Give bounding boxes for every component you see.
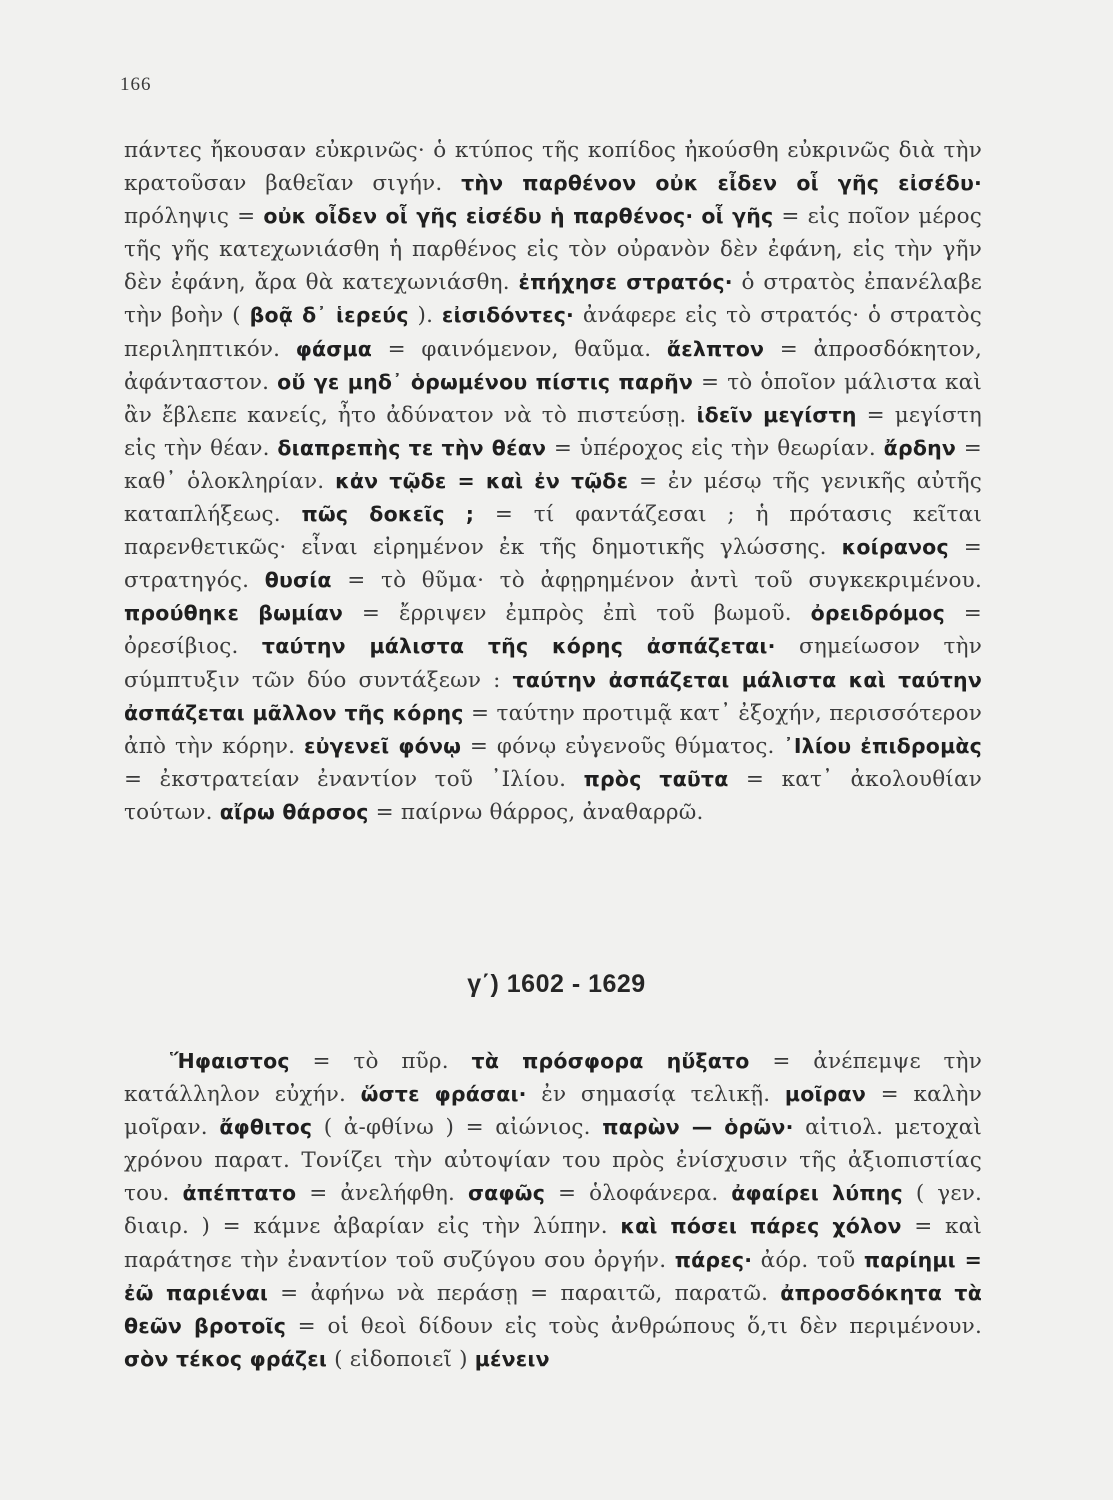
gloss-text: = καλὴν μοῖραν. xyxy=(124,1082,982,1141)
lemma: οὐκ οἶδεν οἷ γῆς εἰσέδυ ἡ παρθένος· xyxy=(263,204,694,229)
lemma: ἄφθιτος xyxy=(219,1115,313,1140)
lemma: διαπρεπὴς τε τὴν θέαν xyxy=(277,435,547,460)
lemma: οἷ γῆς xyxy=(701,204,774,229)
gloss-text: ( εἰδοποιεῖ ) xyxy=(327,1346,475,1372)
gloss-text: = ταύτην προτιμᾷ κατ᾽ ἐξοχήν, περισσότερον ἀπὸ τὴν κόρην. xyxy=(124,700,982,759)
lemma: κἀν τῷδε = καὶ ἐν τῷδε xyxy=(335,468,629,493)
gloss-text: = ἀνέπεμψε τὴν κατάλληλον εὐχήν. xyxy=(124,1049,982,1108)
lemma: Ἥφαιστος xyxy=(170,1049,290,1073)
gloss-text: = μεγίστη εἰς τὴν θέαν. xyxy=(124,402,982,461)
lemma: τὰ πρόσφορα ηὔξατο xyxy=(471,1049,750,1073)
lemma: παρίημι = ἐῶ παριέναι xyxy=(124,1247,982,1305)
gloss-text: = οἱ θεοὶ δίδουν εἰς τοὺς ἀνθρώπους ὅ,τι δὲν περιμένουν. xyxy=(286,1313,982,1339)
lemma: μοῖραν xyxy=(784,1082,866,1107)
page-number: 166 xyxy=(120,74,152,95)
lemma: ταύτην μάλιστα τῆς κόρης ἀσπάζεται· xyxy=(261,634,776,659)
lemma: ἐπήχησε στρατός· xyxy=(518,270,733,295)
lemma: ἄρδην xyxy=(883,435,957,460)
gloss-text: ( ἀ-φθίνω ) = αἰώνιος. xyxy=(312,1115,603,1141)
gloss-text: = ἔρριψεν ἐμπρὸς ἐπὶ τοῦ βωμοῦ. xyxy=(343,601,811,627)
lemma: παρὼν — ὁρῶν· xyxy=(602,1115,794,1140)
gloss-text: αἰτιολ. μετοχαὶ χρόνου παρατ. Τονίζει τὴν αὐτοψίαν του πρὸς ἐνίσχυσιν τῆς ἀξιοπιστίας του. xyxy=(124,1115,982,1207)
gloss-text: = ἀπροσδόκητον, ἀφάνταστον. xyxy=(124,336,982,395)
lemma: τὴν παρθένον οὐκ εἶδεν οἷ γῆς εἰσέδυ· xyxy=(461,171,982,196)
lemma: προύθηκε βωμίαν xyxy=(124,601,344,626)
gloss-text: = ὀρεσίβιος. xyxy=(124,601,983,660)
gloss-text: ( γεν. διαιρ. ) = κάμνε ἀβαρίαν εἰς τὴν λύπην. xyxy=(124,1181,983,1240)
gloss-text: = καθ᾽ ὁλοκληρίαν. xyxy=(124,435,983,494)
gloss-text: = καὶ παράτησε τὴν ἐναντίον τοῦ συζύγου σου ὀργήν. xyxy=(124,1214,982,1273)
lemma: θυσία xyxy=(264,568,332,593)
gloss-text: = κατ᾽ ἀκολουθίαν τούτων. xyxy=(124,766,982,825)
lemma: ἀφαίρει λύπης xyxy=(731,1181,903,1206)
lemma: ταύτην ἀσπάζεται μάλιστα καὶ ταύτην ἀσπάζεται μᾶλλον τῆς κόρης xyxy=(124,667,982,725)
lemma: εἰσιδόντες· xyxy=(441,303,575,328)
gloss-text: = ἀφήνω νὰ περάσῃ = παραιτῶ, παρατῶ. xyxy=(268,1280,781,1306)
gloss-text: σημείωσον τὴν σύμπτυξιν τῶν δύο συντάξεων : xyxy=(124,634,982,693)
lemma: εὐγενεῖ φόνῳ xyxy=(303,733,462,758)
gloss-text: ). xyxy=(408,303,442,329)
lemma: πάρες· xyxy=(674,1247,753,1272)
lemma: οὔ γε μηδ᾽ ὁρωμένου πίστις παρῆν xyxy=(277,369,694,394)
gloss-text: = ἐν μέσῳ τῆς γενικῆς αὐτῆς καταπλήξεως. xyxy=(124,468,982,528)
gloss-text: = τί φαντάζεσαι ; ἡ πρότασις κεῖται παρενθετικῶς· εἶναι εἰρημένον ἐκ τῆς δημοτικῆς γλώσσης. xyxy=(124,502,982,561)
lemma: σὸν τέκος φράζει xyxy=(124,1346,328,1371)
paragraph-indent xyxy=(124,1049,170,1074)
lemma: ἀπροσδόκητα τὰ θεῶν βροτοῖς xyxy=(124,1280,982,1338)
section-heading: γ΄) 1602 - 1629 xyxy=(467,970,646,998)
lemma: ὥστε φράσαι· xyxy=(360,1082,527,1107)
gloss-text: = ἐκστρατείαν ἐναντίον τοῦ ᾽Ιλίου. xyxy=(124,766,584,792)
commentary-paragraph-1 xyxy=(124,134,982,829)
lemma: πρὸς ταῦτα xyxy=(583,766,729,791)
lemma: μένειν xyxy=(474,1346,550,1371)
lemma: ἰδεῖν μεγίστη xyxy=(696,402,857,427)
gloss-text: πάντες ἤκουσαν εὐκρινῶς· ὁ κτύπος τῆς κοπίδος ἠκούσθη εὐκρινῶς διὰ τὴν κρατοῦσαν βαθεῖαν σιγήν. xyxy=(124,138,982,197)
lemma: φάσμα xyxy=(295,336,373,361)
lemma: ἄελπτον xyxy=(666,336,765,361)
lemma: κοίρανος xyxy=(841,535,949,560)
gloss-text: = φαινόμενον, θαῦμα. xyxy=(372,336,667,362)
gloss-text: ἀόρ. τοῦ xyxy=(752,1247,864,1273)
gloss-text: = ἀνελήφθη. xyxy=(296,1181,468,1207)
lemma: σαφῶς xyxy=(468,1181,546,1206)
gloss-text: = τὸ θῦμα· τὸ ἀφῃρημένον ἀντὶ τοῦ συγκεκριμένου. xyxy=(331,568,982,594)
lemma: βοᾷ δ᾽ ἱερεύς xyxy=(249,303,409,328)
gloss-text: = παίρνω θάρρος, ἀναθαρρῶ. xyxy=(368,799,704,825)
gloss-text: ἐν σημασίᾳ τελικῇ. xyxy=(526,1082,785,1108)
lemma: ἀπέπτατο xyxy=(182,1181,297,1206)
gloss-text: = τὸ ὁποῖον μάλιστα καὶ ἂν ἔβλεπε κανείς, ἦτο ἀδύνατον νὰ τὸ πιστεύσῃ. xyxy=(124,369,982,428)
gloss-text: πρόληψις = xyxy=(124,204,264,230)
gloss-text: = φόνῳ εὐγενοῦς θύματος. xyxy=(461,733,784,759)
gloss-text: = ὑπέροχος εἰς τὴν θεωρίαν. xyxy=(546,435,884,461)
gloss-text: = στρατηγός. xyxy=(124,535,983,594)
gloss-text: = τὸ πῦρ. xyxy=(289,1049,472,1074)
gloss-text: = εἰς ποῖον μέρος τῆς γῆς κατεχωνιάσθη ἡ παρθένος εἰς τὸν οὐρανὸν δὲν ἐφάνη, εἰς τὴν γῆν δὲν ἐφάνη, ἄρα θὰ κατεχωνιάσθη. xyxy=(124,204,982,296)
lemma: αἴρω θάρσος xyxy=(219,799,369,824)
gloss-text: ἀνάφερε εἰς τὸ στρατός· ὁ στρατὸς περιληπτικόν. xyxy=(124,303,983,362)
gloss-text: = ὁλοφάνερα. xyxy=(545,1181,732,1207)
lemma: πῶς δοκεῖς ; xyxy=(301,502,475,527)
commentary-paragraph-2 xyxy=(124,1045,982,1376)
lemma: ᾽Ιλίου ἐπιδρομὰς xyxy=(783,733,982,758)
lemma: καὶ πόσει πάρες χόλον xyxy=(620,1214,902,1239)
lemma: ὀρειδρόμος xyxy=(810,601,945,626)
gloss-text: ὁ στρατὸς ἐπανέλαβε τὴν βοὴν ( xyxy=(124,270,982,329)
